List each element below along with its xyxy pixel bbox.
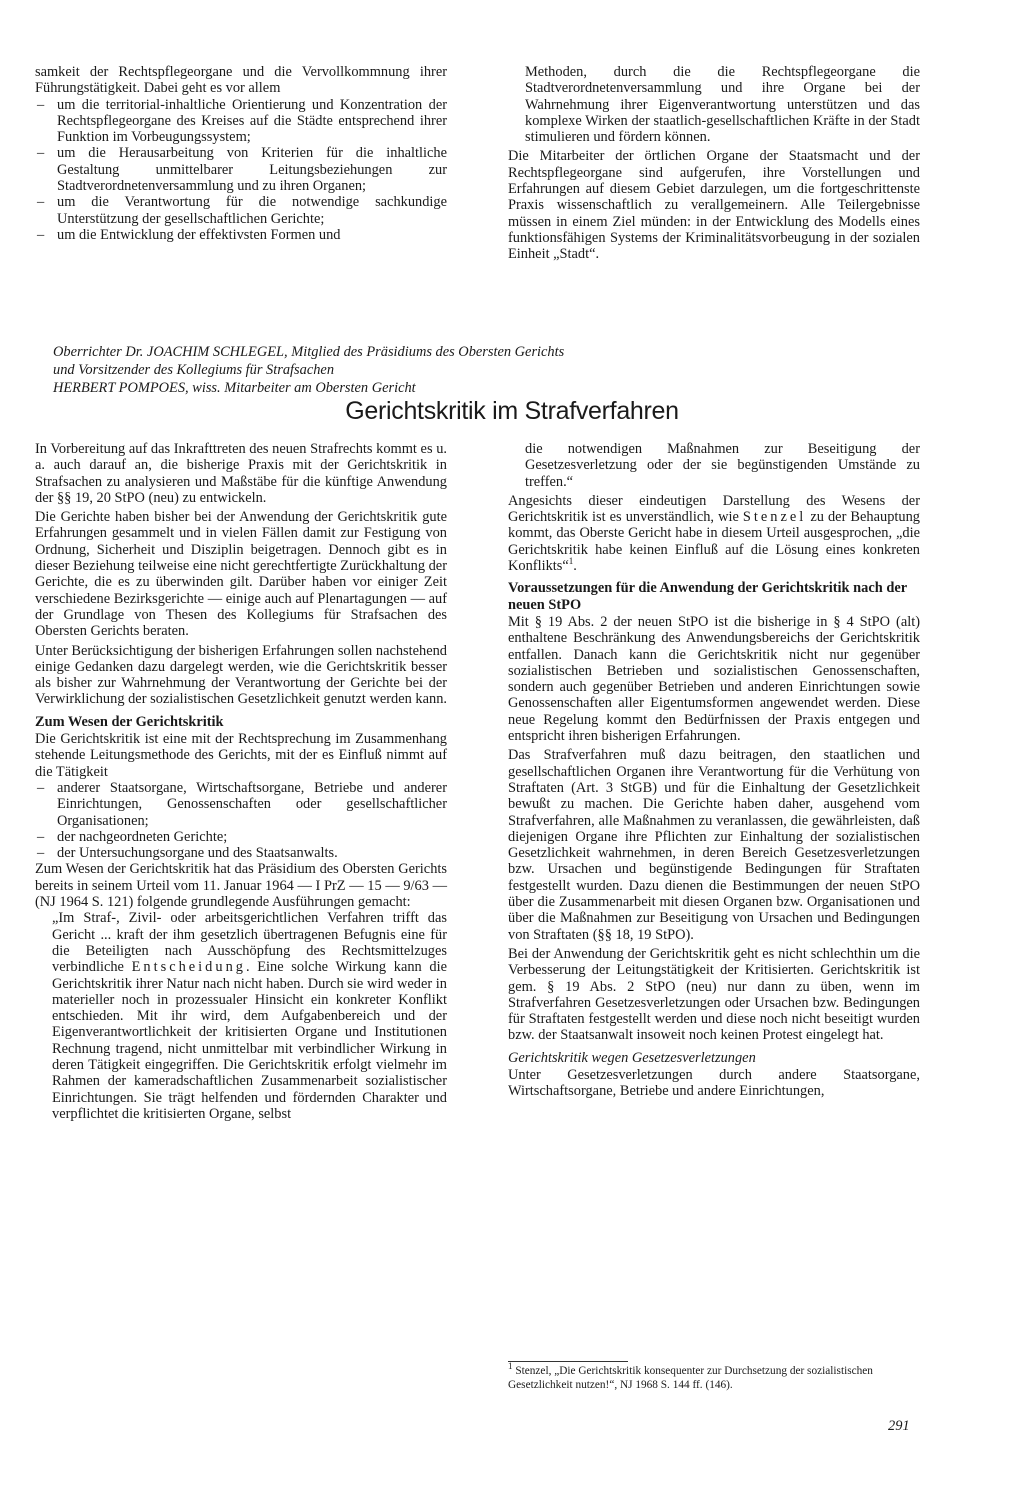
article-title: Gerichtskritik im Strafverfahren — [345, 397, 679, 425]
page-number: 291 — [888, 1418, 910, 1434]
list-item: – um die Herausarbeitung von Kriterien für die inhaltliche Gestaltung unmittelbarer Leitungsbeziehungen zur Stadtverordnetenversammlung und zu ihren Organen; — [35, 145, 447, 194]
text: . — [573, 558, 577, 575]
paragraph: Die Mitarbeiter der örtlichen Organe der Staatsmacht und der Rechtspflegeorgane sind aufgerufen, ihre Vorstellungen und Erfahrungen auf diesem Gebiet darzulegen, um die fortgeschrittenste Praxis wissenschaftlich zu verallgemeinern. Alle Teilergebnisse müssen in einem Ziel münden: in der Entwicklung des Modells eines funktionsfähigen Systems der Kriminalitätsvorbeugung in der sozialen Einheit „Stadt“. — [508, 148, 920, 263]
text: zu der Behauptung kommt, das Oberste Gericht habe in diesem Urteil ausgesprochen, „die Gerichtskritik habe keinen Einfluß auf die Lösung eines konkreten Konflikts“ — [508, 509, 920, 575]
paragraph — [508, 493, 920, 574]
paragraph: Die Gerichte haben bisher bei der Anwendung der Gerichtskritik gute Erfahrungen gesammelt und in vielen Fällen damit zur Festigung von Ordnung, Sicherheit und Disziplin beigetragen. Dennoch gibt es in dieser Beziehung teilweise eine nicht gerechtfertigte Zurückhaltung der Gerichte, die es zu überwinden gilt. Darüber haben vor einiger Zeit verschiedene Bezirksgerichte — einige auch auf Plenartagungen — auf der Grundlage von Thesen des Kollegiums für Strafsachen des Obersten Gerichts beraten. — [35, 509, 447, 640]
author-line: Oberrichter Dr. JOACHIM SCHLEGEL, Mitglied des Präsidiums des Obersten Gerichts — [53, 344, 565, 360]
top-left-column — [35, 64, 447, 243]
dash-list — [35, 97, 447, 244]
footnote-divider — [508, 1361, 628, 1362]
top-right-column — [508, 64, 920, 263]
quote — [35, 910, 447, 1122]
quote-text: „Im Straf-, Zivil- oder arbeitsgerichtlichen Verfahren trifft das Gericht ... kraft der ihm gesetzlich übertragenen Befugnis eine für die Beteiligten nach Ausschöpfung des Rechtsmittelzuges verbindliche — [52, 910, 447, 976]
dash-list — [35, 780, 447, 861]
author-line: HERBERT POMPOES, wiss. Mitarbeiter am Obersten Gericht — [53, 380, 416, 396]
paragraph: samkeit der Rechtspflegeorgane und die Vervollkommnung ihrer Führungstätigkeit. Dabei geht es vor allem — [35, 64, 447, 97]
spaced-word: Stenzel — [742, 509, 807, 526]
article-left-column — [35, 441, 447, 1122]
list-item: – der nachgeordneten Gerichte; — [35, 829, 447, 845]
paragraph: Bei der Anwendung der Gerichtskritik geht es nicht schlechthin um die Verbesserung der Leitungstätigkeit der Kritisierten. Gerichtskritik ist gem. § 19 Abs. 2 StPO (neu) nur dann zu üben, wenn im Strafverfahren Gesetzesverletzungen oder Ursachen bzw. Bedingungen für Straftaten festgestellt werden und diese noch nicht beseitigt wurden bzw. der Staatsanwalt insoweit noch keinen Protest eingelegt hat. — [508, 945, 920, 1044]
paragraph: Die Gerichtskritik ist eine mit der Rechtsprechung im Zusammenhang stehende Leitungsmethode des Gerichts, mit der es Einfluß nimmt auf die Tätigkeit — [35, 731, 447, 780]
paragraph: Das Strafverfahren muß dazu beitragen, den staatlichen und gesellschaftlichen Organen ihre Verantwortung für die Verhütung von Straftaten (Art. 3 StGB) und für die Einhaltung der Gesetzlichkeit bewußt zu machen. Die Gerichte haben daher, ausgehend vom Strafverfahren, alle Maßnahmen zu veranlassen, die gewährleisten, daß diejenigen Organe ihre Pflichten zur Einhaltung der sozialistischen Gesetzlichkeit wahrnehmen, in deren Bereich Gesetzesverletzungen bzw. Ursachen und begünstigende Bedingungen für Straftaten festgestellt wurden. Dazu dienen die Bestimmungen der neuen StPO über die Zusammenarbeit mit diesen Organen bzw. Organisationen und über die Maßnahmen zur Beseitigung von Ursachen und Bedingungen von Straftaten (§§ 18, 19 StPO). — [508, 747, 920, 943]
quote-text: . Eine solche Wirkung kann die Gerichtskritik ihrer Natur nach nicht haben. Durch sie wird weder in materieller noch in prozessualer Hinsicht ein konkreter Konflikt entschieden. Mit ihr wird, dem Aufgabenbereich und der Eigenverantwortlichkeit der kritisierten Organe und Institutionen Rechnung tragend, nicht unmittelbar mit verbindlicher Wirkung in deren Tätigkeit eingegriffen. Die Gerichtskritik erfolgt vielmehr im Rahmen der kameradschaftlichen Zusammenarbeit sozialistischer Einrichtungen. Sie trägt helfenden und fördernden Charakter und verpflichtet die kritisierten Organe, selbst — [52, 959, 447, 1122]
section-heading: Voraussetzungen für die Anwendung der Gerichtskritik nach der neuen StPO — [508, 580, 907, 613]
paragraph: Unter Berücksichtigung der bisherigen Erfahrungen sollen nachstehend einige Gedanken dazu dargelegt werden, wie die Gerichtskritik besser als bisher zur Wahrnehmung der Verantwortung der Gerichte bei der Verwirklichung der sozialistischen Gesetzlichkeit genutzt werden kann. — [35, 642, 447, 708]
spaced-word: Entscheidung — [131, 959, 246, 976]
paragraph: In Vorbereitung auf das Inkrafttreten des neuen Strafrechts kommt es u. a. auch darauf an, die bisherige Praxis mit der Gerichtskritik in Strafsachen zu analysieren und Maßstäbe für die künftige Anwendung der §§ 19, 20 StPO (neu) zu entwickeln. — [35, 441, 447, 506]
footnote-number: 1 — [508, 1361, 513, 1372]
list-item: – der Untersuchungsorgane und des Staatsanwalts. — [35, 845, 447, 861]
paragraph: Methoden, durch die die Rechtspflegeorgane die Stadtverordnetenversammlung und ihre Organe bei der Wahrnehmung ihrer Eigenverantwortung unterstützen und das komplexe Wirken der staatlich-gesellschaftlichen Kräfte in der Stadt stimulieren und fördern können. — [525, 64, 920, 146]
paragraph: Zum Wesen der Gerichtskritik hat das Präsidium des Obersten Gerichts bereits in seinem Urteil vom 11. Januar 1964 — I PrZ — 15 — 9/63 — (NJ 1964 S. 121) folgende grundlegende Ausführungen gemacht: — [35, 861, 447, 911]
list-item: – um die territorial-inhaltliche Orientierung und Konzentration der Rechtspflegeorgane des Kreises auf die Städte entsprechend ihrer Funktion im Vorbeugungssystem; — [35, 97, 447, 146]
author-line: und Vorsitzender des Kollegiums für Strafsachen — [53, 362, 335, 378]
text: Angesichts dieser eindeutigen Darstellung des Wesens der Gerichtskritik ist es unverständlich, wie — [508, 492, 920, 526]
list-item: – um die Verantwortung für die notwendige sachkundige Unterstützung der gesellschaftlichen Gerichte; — [35, 194, 447, 227]
section-heading: Gerichtskritik wegen Gesetzesverletzungen — [508, 1049, 756, 1066]
paragraph: Unter Gesetzesverletzungen durch andere Staatsorgane, Wirtschaftsorgane, Betriebe und andere Einrichtungen, — [508, 1066, 920, 1100]
section-heading: Zum Wesen der Gerichtskritik — [35, 713, 224, 730]
article-right-column — [508, 441, 920, 1100]
author-block — [53, 343, 953, 397]
list-item: – um die Entwicklung der effektivsten Formen und — [35, 227, 447, 243]
list-item: – anderer Staatsorgane, Wirtschaftsorgane, Betriebe und anderer Einrichtungen, Genossenschaften oder gesellschaftlicher Organisationen; — [35, 780, 447, 829]
footnote-text: Stenzel, „Die Gerichtskritik konsequenter zur Durchsetzung der sozialistischen Gesetzlichkeit nutzen!“, NJ 1968 S. 144 ff. (146). — [508, 1365, 873, 1391]
paragraph: Mit § 19 Abs. 2 der neuen StPO ist die bisherige in § 4 StPO (alt) enthaltene Beschränkung des Anwendungsbereichs der Gerichtskritik entfallen. Danach kann die Gerichtskritik nicht nur gegenüber sozialistischen Betrieben und sozialistischen Genossenschaften, sondern auch gegenüber Betrieben und anderen Einrichtungen sowie Genossenschaften aller Eigentumsformen angewendet werden. Diese neue Regelung kommt den Bedürfnissen der Praxis entgegen und entspricht ihren bisherigen Erfahrungen. — [508, 613, 920, 745]
footnote — [508, 1361, 928, 1392]
footnote-ref[interactable]: 1 — [568, 556, 574, 567]
quote-continuation: die notwendigen Maßnahmen zur Beseitigung der Gesetzesverletzung oder der sie begünstigenden Umstände zu treffen.“ — [525, 441, 920, 490]
